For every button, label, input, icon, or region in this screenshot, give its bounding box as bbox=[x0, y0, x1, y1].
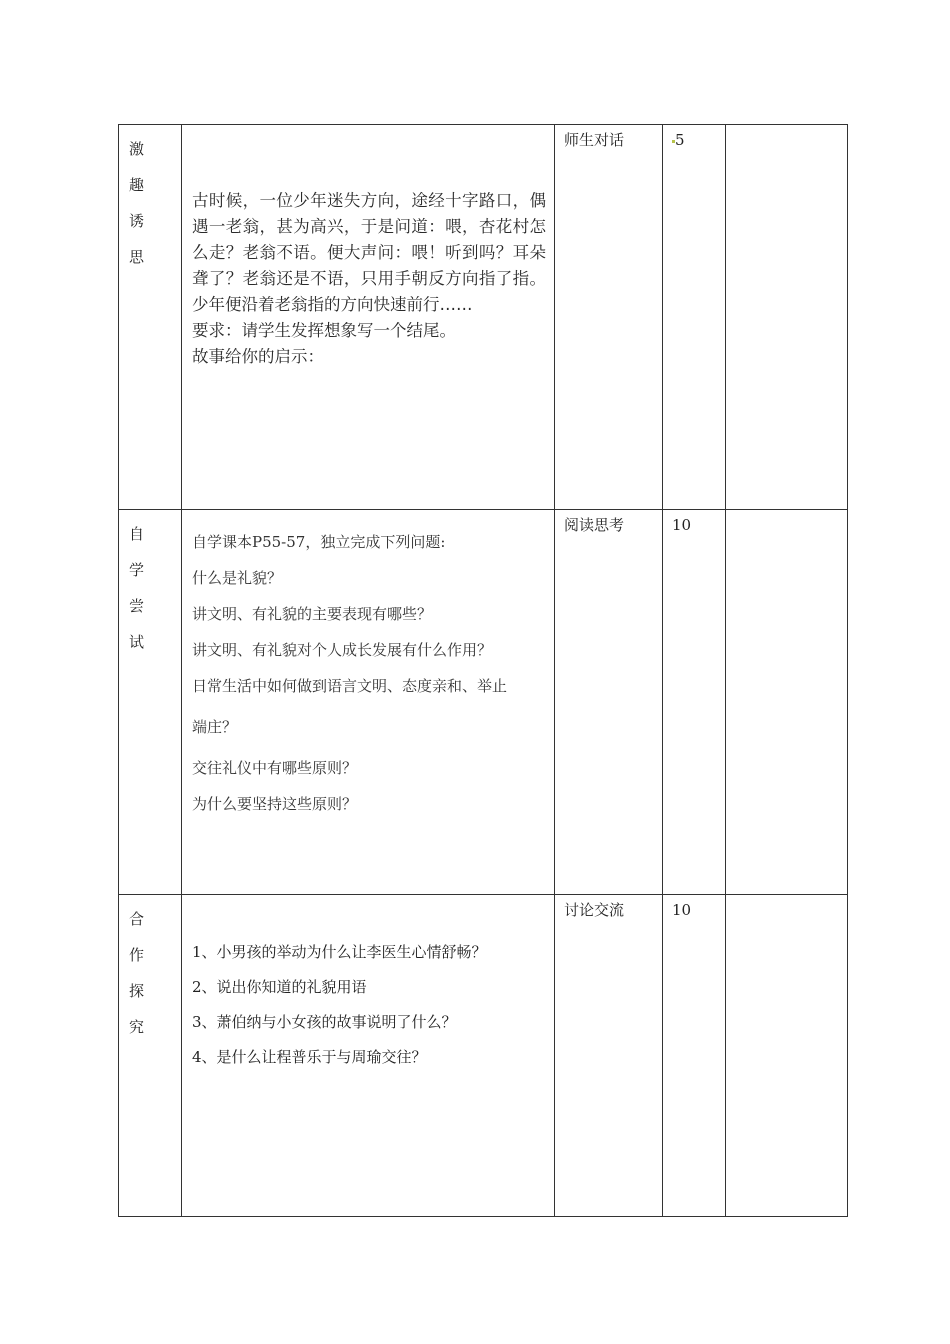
method-cell bbox=[555, 510, 663, 895]
discussion-question: 3、萧伯纳与小女孩的故事说明了什么？ bbox=[192, 1013, 457, 1031]
stage-char: 激 bbox=[129, 140, 145, 158]
study-question: 什么是礼貌？ bbox=[192, 569, 283, 587]
stage-char: 思 bbox=[129, 248, 145, 266]
minutes-cell bbox=[663, 125, 726, 510]
method-cell bbox=[555, 125, 663, 510]
stage-char: 究 bbox=[129, 1018, 145, 1036]
stage-char: 试 bbox=[129, 633, 145, 651]
study-question: 讲文明、有礼貌对个人成长发展有什么作用？ bbox=[192, 641, 493, 659]
content-cell bbox=[182, 510, 555, 895]
minutes-text: 5 bbox=[675, 131, 685, 149]
stage-char: 尝 bbox=[129, 597, 145, 615]
study-question: 讲文明、有礼貌的主要表现有哪些？ bbox=[192, 605, 433, 623]
study-question: 为什么要坚持这些原则？ bbox=[192, 795, 358, 813]
study-question: 日常生活中如何做到语言文明、态度亲和、举止 bbox=[192, 677, 508, 695]
stage-char: 探 bbox=[129, 982, 145, 1000]
stage-char: 诱 bbox=[129, 212, 145, 230]
lesson-plan-table bbox=[118, 124, 848, 1217]
content-cell bbox=[182, 125, 555, 510]
stage-char: 作 bbox=[129, 946, 145, 964]
stage-char: 学 bbox=[129, 561, 145, 579]
story-requirement: 要求：请学生发挥想象写一个结尾。 bbox=[192, 321, 456, 340]
minutes-cell bbox=[663, 895, 726, 1217]
study-instruction: 自学课本P55-57，独立完成下列问题: bbox=[192, 533, 446, 551]
stage-cell bbox=[119, 895, 182, 1217]
method-text: 阅读思考 bbox=[564, 516, 625, 534]
stage-cell bbox=[119, 510, 182, 895]
notes-cell bbox=[726, 125, 848, 510]
story-paragraph: 古时候，一位少年迷失方向，途经十字路口，偶遇一老翁，甚为高兴，于是问道：喂，杏花村怎么走？老翁不语。便大声问：喂！听到吗？耳朵聋了？老翁还是不语，只用手朝反方向指了指。少年便沿着老翁指的方向快速前行…… bbox=[192, 191, 546, 314]
story-text-image bbox=[182, 125, 554, 370]
content-cell bbox=[182, 895, 555, 1217]
minutes-text: 10 bbox=[672, 516, 692, 534]
study-question-continued: 端庄？ bbox=[192, 718, 238, 736]
method-text: 师生对话 bbox=[564, 131, 625, 149]
notes-cell bbox=[726, 895, 848, 1217]
table-row-cooperative-inquiry bbox=[119, 895, 848, 1217]
stage-cell bbox=[119, 125, 182, 510]
discussion-question: 2、说出你知道的礼貌用语 bbox=[192, 978, 367, 996]
discussion-question: 4、是什么让程普乐于与周瑜交往？ bbox=[192, 1048, 427, 1066]
notes-cell bbox=[726, 510, 848, 895]
stage-char: 自 bbox=[129, 525, 145, 543]
minutes-cell bbox=[663, 510, 726, 895]
story-prompt: 故事给你的启示： bbox=[192, 347, 324, 366]
method-text: 讨论交流 bbox=[564, 901, 625, 919]
stage-char: 合 bbox=[129, 910, 145, 928]
table-row-stimulate-thinking bbox=[119, 125, 848, 510]
table-row-self-study bbox=[119, 510, 848, 895]
stage-char: 趣 bbox=[129, 176, 145, 194]
study-question: 交往礼仪中有哪些原则？ bbox=[192, 759, 358, 777]
discussion-question: 1、小男孩的举动为什么让李医生心情舒畅？ bbox=[192, 943, 487, 961]
method-cell bbox=[555, 895, 663, 1217]
minutes-text: 10 bbox=[672, 901, 692, 919]
